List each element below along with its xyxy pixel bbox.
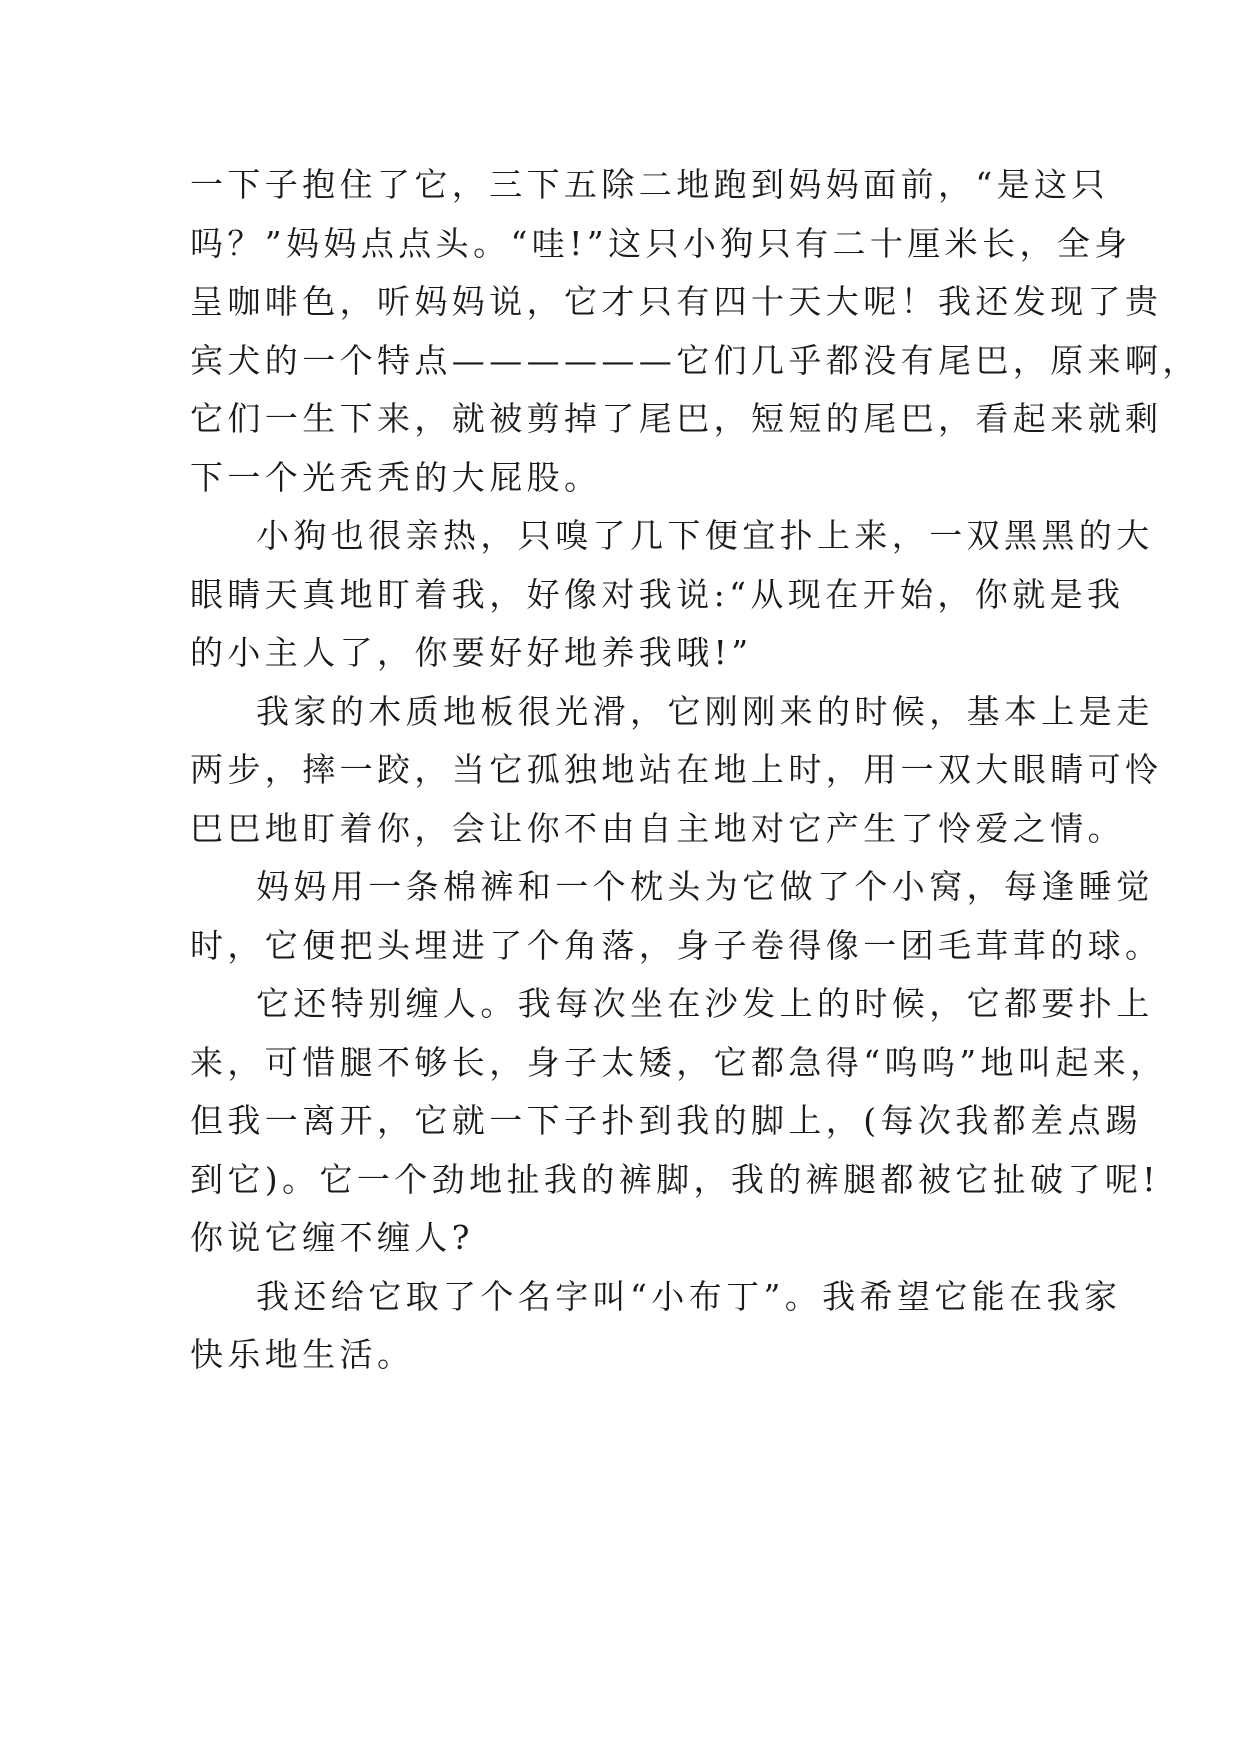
paragraph-5 [190, 975, 1168, 1268]
paragraph-1 [190, 156, 1200, 507]
text-line: 时，它便把头埋进了个角落，身子卷得像一团毛茸茸的球。 [190, 925, 1163, 965]
document-body [190, 156, 1200, 1385]
text-line: 来，可惜腿不够长，身子太矮，它都急得“呜呜”地叫起来， [190, 1042, 1168, 1082]
text-line: 呈咖啡色，听妈妈说，它才只有四十天大呢！我还发现了贵 [190, 282, 1163, 321]
text-line: 巴巴地盯着你，会让你不由自主地对它产生了怜爱之情。 [190, 808, 1125, 848]
text-line: 妈妈用一条棉裤和一个枕头为它做了个小窝，每逢睡觉 [256, 867, 1154, 906]
text-line: 下一个光秃秃的大屁股。 [190, 457, 602, 497]
text-line: 它还特别缠人。我每次坐在沙发上的时候，它都要扑上 [256, 984, 1154, 1023]
text-line: 我还给它取了个名字叫“小布丁”。我希望它能在我家 [256, 1276, 1122, 1316]
text-line: 的小主人了，你要好好地养我哦!” [190, 633, 753, 672]
text-line: 但我一离开，它就一下子扑到我的脚上，(每次我都差点踢 [190, 1101, 1143, 1140]
paragraph-3 [190, 683, 1163, 859]
paragraph-6 [190, 1268, 1122, 1385]
paragraph-2 [190, 507, 1154, 683]
paragraph-4 [190, 858, 1163, 975]
text-line: 眼睛天真地盯着我，好像对我说:“从现在开始，你就是我 [190, 574, 1125, 614]
text-line: 到它)。它一个劲地扯我的裤脚，我的裤腿都被它扯破了呢! [190, 1159, 1160, 1199]
text-line: 两步，摔一跤，当它孤独地站在地上时，用一双大眼睛可怜 [190, 750, 1163, 789]
text-line: 我家的木质地板很光滑，它刚刚来的时候，基本上是走 [256, 691, 1154, 731]
text-line: 快乐地生活。 [190, 1335, 415, 1374]
text-line: 一下子抱住了它，三下五除二地跑到妈妈面前，“是这只 [190, 165, 1109, 204]
text-line: 小狗也很亲热，只嗅了几下便宜扑上来，一双黑黑的大 [256, 516, 1154, 555]
text-line: 宾犬的一个特点——————它们几乎都没有尾巴，原来啊， [190, 340, 1200, 380]
text-line: 它们一生下来，就被剪掉了尾巴，短短的尾巴，看起来就剩 [190, 399, 1163, 438]
text-line: 吗？”妈妈点点头。“哇!”这只小狗只有二十厘米长，全身 [190, 223, 1132, 263]
text-line: 你说它缠不缠人? [190, 1218, 474, 1257]
